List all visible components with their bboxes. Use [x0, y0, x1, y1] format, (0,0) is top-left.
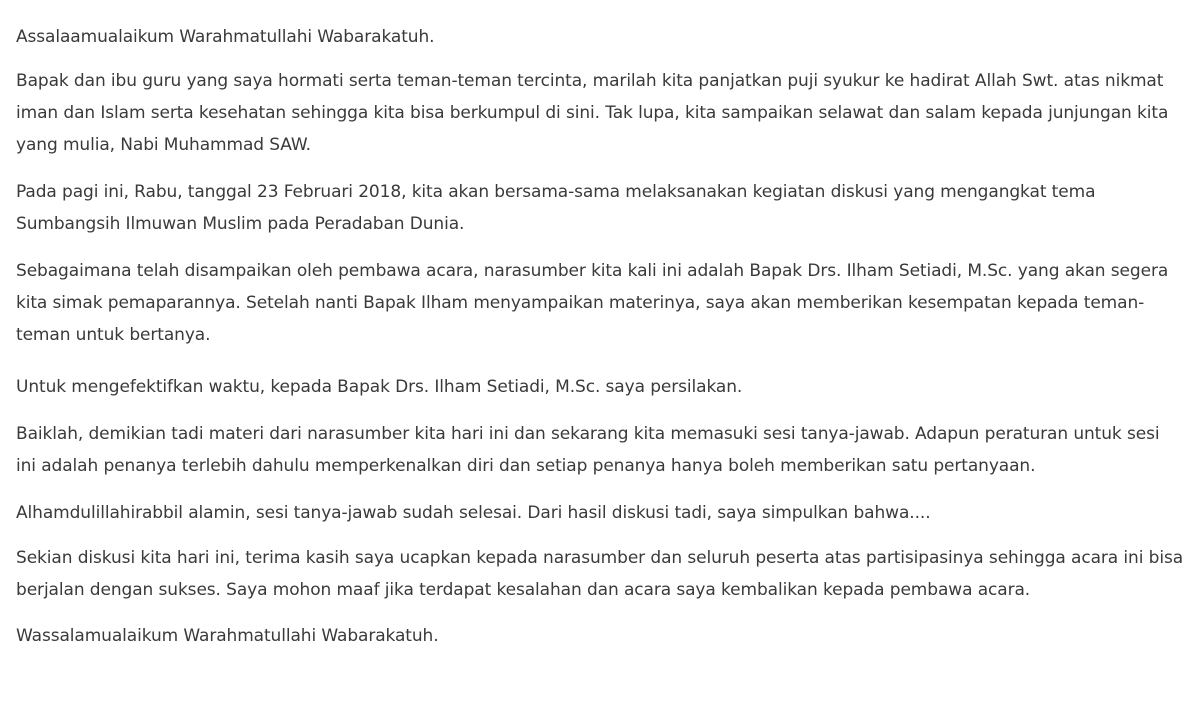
- opening-greeting: Assalaamualaikum Warahmatullahi Wabarakatuh.: [16, 27, 435, 47]
- paragraph-speaker-intro: Sebagaimana telah disampaikan oleh pembawa acara, narasumber kita kali ini adalah Bapak Drs. Ilham Setiadi, M.Sc. yang akan segera kita simak pemaparannya. Setelah nanti Bapak Ilham menyampaikan materinya, saya akan memberikan kesempatan kepada teman-teman untuk bertanya.: [16, 261, 1169, 345]
- paragraph-closing-thanks: Sekian diskusi kita hari ini, terima kasih saya ucapkan kepada narasumber dan seluruh peserta atas partisipasinya sehingga acara ini bisa berjalan dengan sukses. Saya mohon maaf jika terdapat kesalahan dan acara saya kembalikan kepada pembawa acara.: [16, 548, 1184, 600]
- paragraph-invitation: Untuk mengefektifkan waktu, kepada Bapak Drs. Ilham Setiadi, M.Sc. saya persilakan.: [16, 377, 743, 397]
- paragraph-conclusion: Alhamdulillahirabbil alamin, sesi tanya-jawab sudah selesai. Dari hasil diskusi tadi, saya simpulkan bahwa....: [16, 503, 931, 523]
- paragraph-event-theme: Pada pagi ini, Rabu, tanggal 23 Februari 2018, kita akan bersama-sama melaksanakan kegiatan diskusi yang mengangkat tema Sumbangsih Ilmuwan Muslim pada Peradaban Dunia.: [16, 182, 1096, 234]
- paragraph-qa-rules: Baiklah, demikian tadi materi dari narasumber kita hari ini dan sekarang kita memasuki sesi tanya-jawab. Adapun peraturan untuk sesi ini adalah penanya terlebih dahulu memperkenalkan diri dan setiap penanya hanya boleh memberikan satu pertanyaan.: [16, 424, 1160, 476]
- paragraph-gratitude: Bapak dan ibu guru yang saya hormati serta teman-teman tercinta, marilah kita panjatkan puji syukur ke hadirat Allah Swt. atas nikmat iman dan Islam serta kesehatan sehingga kita bisa berkumpul di sini. Tak lupa, kita sampaikan selawat dan salam kepada junjungan kita yang mulia, Nabi Muhammad SAW.: [16, 71, 1169, 155]
- closing-greeting: Wassalamualaikum Warahmatullahi Wabarakatuh.: [16, 626, 439, 646]
